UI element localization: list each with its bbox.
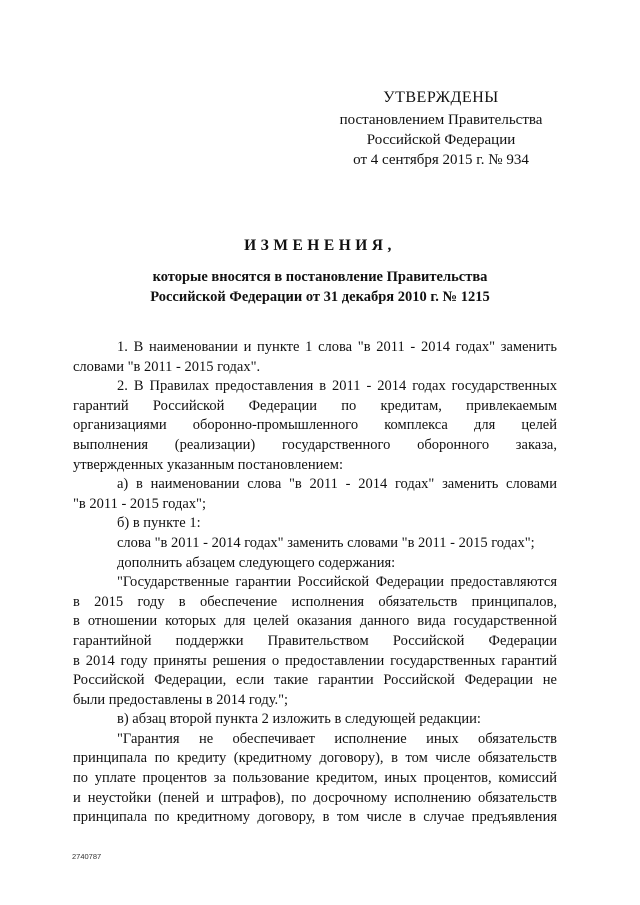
- paragraph-2: [73, 377, 557, 475]
- text-line: словами "в 2011 - 2015 годах".: [73, 358, 261, 375]
- subparagraph-c: [73, 710, 557, 730]
- text-line: и неустойки (пеней и штрафов), по досрочному исполнению обязательств: [73, 789, 557, 806]
- text-line: организациями оборонно-промышленного комплекса для целей: [73, 417, 557, 434]
- subparagraph-b: [73, 514, 557, 573]
- text-line: в) абзац второй пункта 2 изложить в следующей редакции:: [117, 711, 481, 728]
- text-line: "Государственные гарантии Российской Федерации предоставляются: [117, 574, 557, 591]
- text-line: в 2015 году в обеспечение исполнения обязательств принципалов,: [73, 593, 557, 610]
- text-line: принципала по кредиту (кредитному договору), в том числе обязательств: [73, 750, 557, 767]
- text-line: по уплате процентов за пользование кредитом, иных процентов, комиссий: [73, 770, 557, 787]
- text-line: принципала по кредитному договору, в том числе в случае предъявления: [73, 809, 557, 826]
- approval-line: Российской Федерации: [366, 132, 516, 148]
- approval-line: постановлением Правительства: [339, 112, 543, 128]
- document-subtitle-line: которые вносятся в постановление Правительства: [152, 269, 488, 285]
- text-line: утвержденных указанным постановлением:: [73, 456, 343, 473]
- approval-line: от 4 сентября 2015 г. № 934: [353, 152, 529, 168]
- document-title: ИЗМЕНЕНИЯ,: [244, 237, 396, 254]
- text-line: слова "в 2011 - 2014 годах" заменить словами "в 2011 - 2015 годах";: [117, 534, 535, 551]
- text-line: дополнить абзацем следующего содержания:: [117, 554, 396, 571]
- approval-stamp: [316, 88, 566, 170]
- text-line: "в 2011 - 2015 годах";: [73, 495, 206, 512]
- text-line: гарантий Российской Федерации по кредитам, привлекаемым: [73, 397, 557, 414]
- text-line: б) в пункте 1:: [117, 515, 201, 532]
- document-subtitle-line: Российской Федерации от 31 декабря 2010 г. № 1215: [150, 289, 490, 305]
- text-line: а) в наименовании слова "в 2011 - 2014 годах" заменить словами: [117, 476, 557, 493]
- text-line: Российской Федерации, если такие гарантии Российской Федерации не: [73, 672, 557, 689]
- text-line: в отношении которых для целей оказания данного вида государственной: [73, 613, 557, 630]
- text-line: гарантийной поддержки Правительством Российской Федерации: [73, 632, 557, 649]
- text-line: 2. В Правилах предоставления в 2011 - 2014 годах государственных: [117, 378, 557, 395]
- text-line: были предоставлены в 2014 году.";: [73, 691, 289, 708]
- text-line: "Гарантия не обеспечивает исполнение иных обязательств: [117, 730, 557, 747]
- subparagraph-a: [73, 475, 557, 514]
- approval-heading: УТВЕРЖДЕНЫ: [383, 89, 499, 106]
- text-line: выполнения (реализации) государственного оборонного заказа,: [73, 436, 557, 453]
- guarantee-paragraph: [73, 730, 557, 828]
- document-title-block: [0, 237, 640, 307]
- document-body: [73, 338, 557, 828]
- text-line: в 2014 году приняты решения о предоставлении государственных гарантий: [73, 652, 557, 669]
- quoted-paragraph: [73, 573, 557, 710]
- paragraph-1: [73, 338, 557, 377]
- document-id: 2740787: [72, 852, 102, 861]
- text-line: 1. В наименовании и пункте 1 слова "в 2011 - 2014 годах" заменить: [117, 339, 557, 355]
